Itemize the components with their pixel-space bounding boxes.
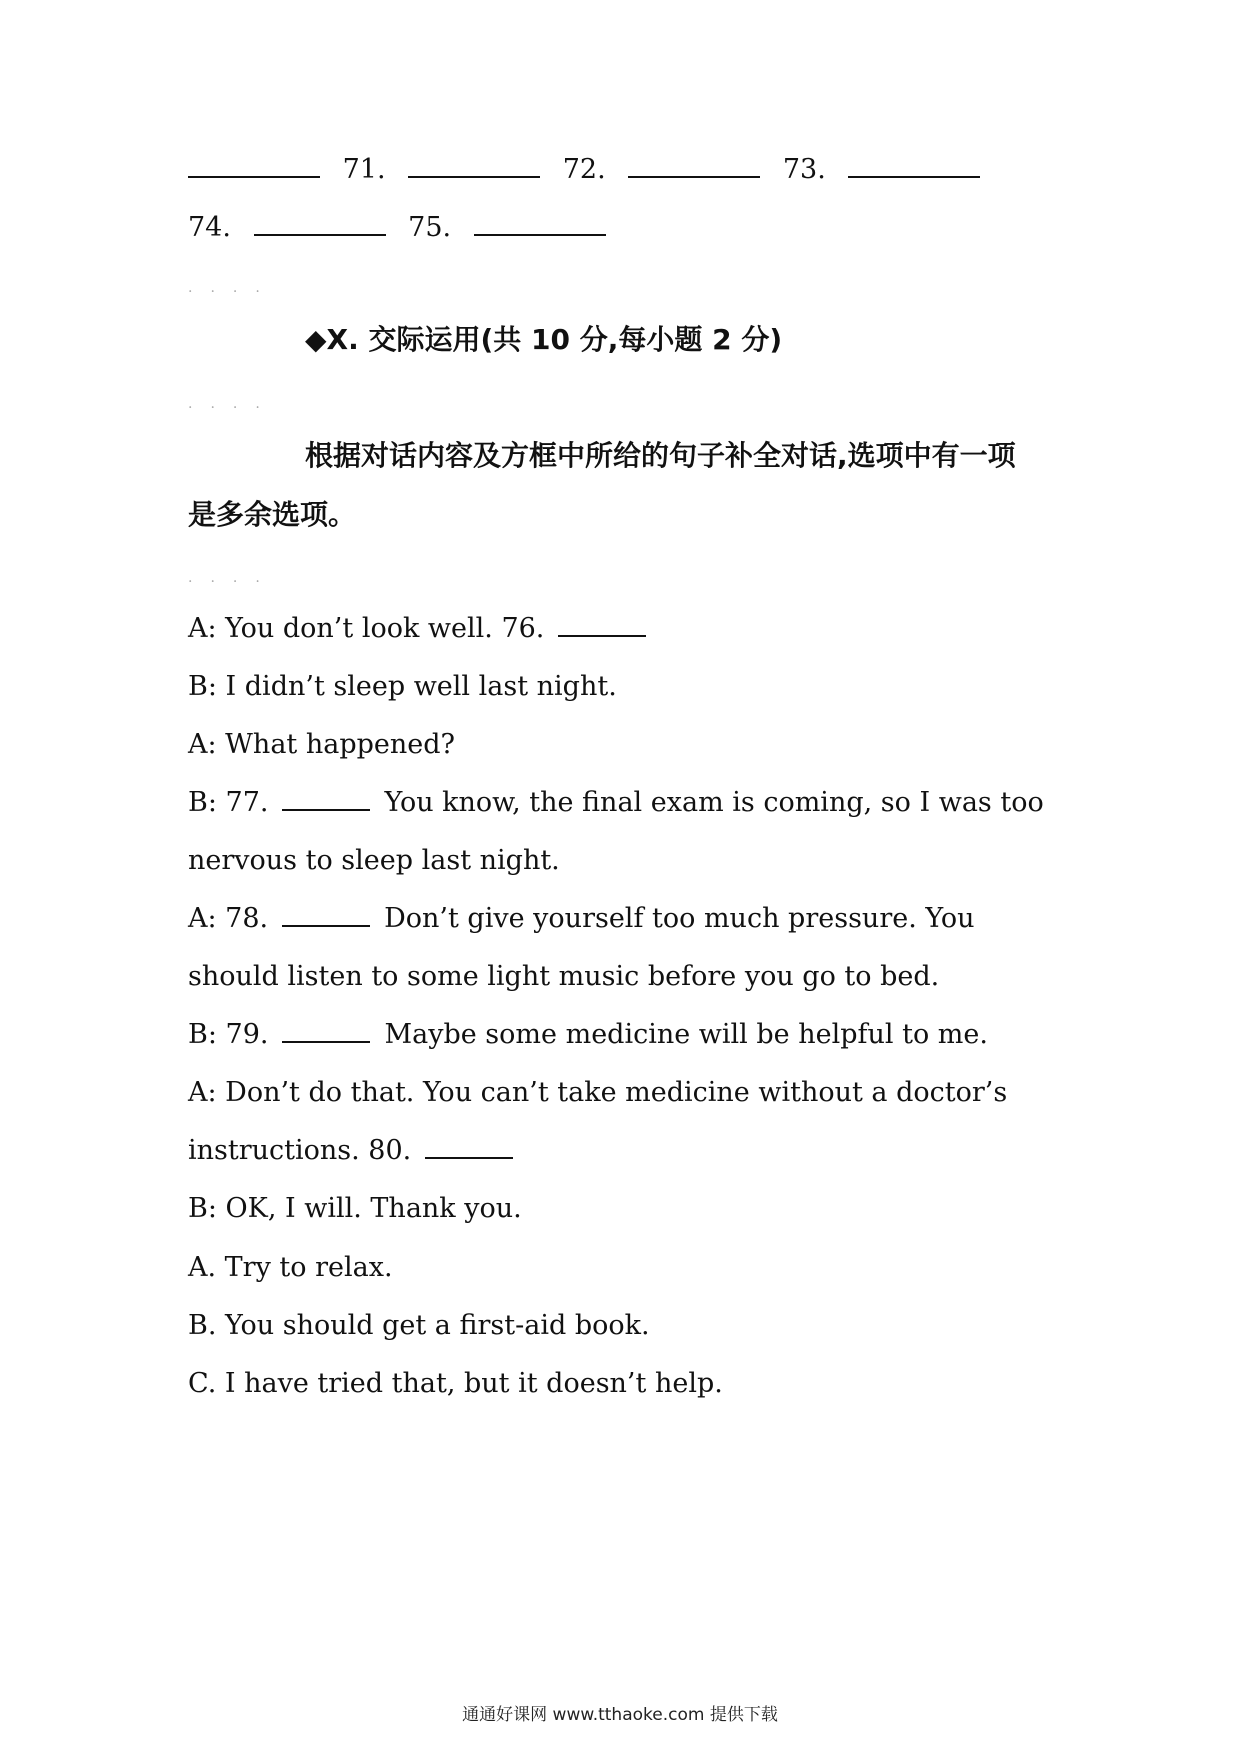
instruction-line-2: 是多余选项。 [188,498,357,531]
dialogue-text: instructions. 80. [188,1135,412,1166]
paragraph-marks: .... [188,280,278,296]
answer-blank[interactable] [282,785,370,811]
dialogue-text: You know, the final exam is coming, so I was too [384,787,1044,818]
dialogue-line: A: Don’t do that. You can’t take medicine without a doctor’s [188,1077,1008,1108]
paragraph-marks: .... [188,396,278,412]
dialogue-text: A: 78. [188,903,269,934]
option-b: B. You should get a first-aid book. [188,1310,650,1341]
dialogue-line [188,785,1044,821]
option-c: C. I have tried that, but it doesn’t help. [188,1368,723,1399]
dialogue-text: Don’t give yourself too much pressure. You [384,903,975,934]
answer-blank[interactable] [558,611,646,637]
dialogue-line: A: What happened? [188,729,456,760]
dialogue-line: B: OK, I will. Thank you. [188,1193,522,1224]
section-title: ◆X. 交际运用(共 10 分,每小题 2 分) [305,323,783,356]
answer-blank[interactable] [254,210,386,236]
answer-blank[interactable] [848,152,980,178]
blank-number: 75. [408,212,452,243]
dialogue-line: nervous to sleep last night. [188,845,560,876]
dialogue-text: B: 77. [188,787,269,818]
blank-number: 73. [782,154,826,185]
dialogue-line: should listen to some light music before you go to bed. [188,961,940,992]
dialogue-text: B: 79. [188,1019,269,1050]
blank-number: 72. [562,154,606,185]
dialogue-line [188,1017,988,1053]
dialogue-text: Maybe some medicine will be helpful to me. [384,1019,988,1050]
dialogue-line: B: I didn’t sleep well last night. [188,671,617,702]
dialogue-line [188,1133,513,1169]
answer-blanks-row-2 [188,210,606,246]
page-footer: 通通好课网 www.tthaoke.com 提供下载 [462,1705,778,1725]
instruction-line-1: 根据对话内容及方框中所给的句子补全对话,选项中有一项 [305,439,1016,472]
dialogue-line [188,901,975,937]
answer-blanks-row-1 [188,152,980,188]
answer-blank[interactable] [282,901,370,927]
answer-blank[interactable] [408,152,540,178]
blank-number: 71. [342,154,386,185]
answer-blank[interactable] [425,1133,513,1159]
dialogue-text: A: You don’t look well. 76. [188,613,545,644]
blank-number: 74. [188,212,231,243]
answer-blank[interactable] [188,152,320,178]
dialogue-line [188,611,646,647]
answer-blank[interactable] [474,210,606,236]
answer-blank[interactable] [282,1017,370,1043]
option-a: A. Try to relax. [188,1252,393,1283]
answer-blank[interactable] [628,152,760,178]
paragraph-marks: .... [188,570,278,586]
